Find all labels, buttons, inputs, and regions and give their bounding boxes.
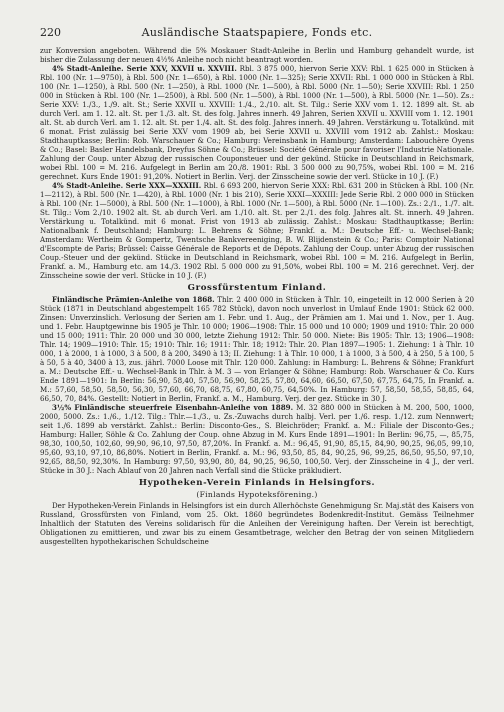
page-body [40, 46, 474, 546]
heading-stadt-anleihe-xxv: 4% Stadt-Anleihe. Serie XXV, XXVII u. XXVIII. [52, 64, 237, 73]
running-title: Ausländische Staatspapiere, Fonds etc. [141, 26, 373, 39]
paragraph-eisenbahn-anleihe [40, 403, 474, 475]
heading-praemien-anleihe: Finländische Prämien-Anleihe von 1868. [52, 295, 215, 304]
heading-stadt-anleihe-xxx: 4% Stadt-Anleihe. Serie XXX—XXXIII. [52, 181, 202, 190]
paragraph-praemien-anleihe [40, 295, 474, 403]
paragraph-stadt-anleihe-xxv [40, 64, 474, 181]
section-subtitle-hypotheken-verein: (Finlands Hypoteksförening.) [196, 490, 318, 499]
paragraph-hypotheken-verein: Der Hypotheken-Verein Finlands in Helsingfors ist ein durch Allerhöchste Genehmigung Sr. Maj.stät des Kaisers von Russland, Grossfürsten von Finland, vom 25. Okt. 1860 begründetes Bodenkredit-Institut. Gemäss Teilnehmer Inhaltlich der Statuten des Vereins solidarisch für die Anleihen der Vereinigung haften. Der Verein ist berechtigt, Obligationen zu emittieren, und zwar bis zu einem Gesamtbetrage, welcher den Betrag der von seinen Mitgliedern ausgestellten hypothekarischen Schuldscheine [40, 500, 474, 546]
text-praemien-anleihe: Thlr. 2 400 000 in Stücken à Thlr. 10, eingeteilt in 12 000 Serien à 20 Stück (1871 in Deutschland abgestempelt 165 782 Stück), davon noch unverlost in Umlauf Ende 1901: Stück 62 000. Zinsen: Unverzinslich. Verlosung der Serien am 1. Febr. und 1. Aug., der Prämien am 1. Mai und 1. Nov., per 1. Aug. und 1. Febr. Hauptgewinne bis 1905 je Thlr. 10 000; 1906—1908: Thlr. 15 000 und 10 000; 1909 und 1910: Thlr. 20 000 und 15 000; 1911: Thlr. 20 000 und 30 000, letzte Ziehung 1912: Thlr. 50 000. Niete: Bis 1905: Thlr. 13; 1906—1908: Thlr. 14; 1909—1910: Thlr. 15; 1910: Thlr. 16; 1911: Thlr. 18; 1912: Thlr. 20. Plan 1897—1905: 1. Ziehung: 1 à Thlr. 10 000, 1 à 2000, 1 à 1000, 3 à 500, 8 à 200, 3490 à 13; II. Ziehung: 1 à Thlr. 10 000, 1 à 1000, 3 à 500, 4 à 250, 5 à 100, 5 à 50, 5 à 40, 3400 à 13, zus. jährl. 7000 Loose mit Thlr. 120 000. Zahlung: in Hamburg: L. Behrens & Söhne; Frankfurt a. M.: Deutsche Eff.- u. Wechsel-Bank in Thlr. à M. 3 — von Erlanger & Söhne; Hamburg: Rob. Warschauer & Co. Kurs Ende 1891—1901: In Berlin: 56,90, 58,40, 57,50, 56,90, 58,25, 57,80, 64,60, 66,50, 67,50, 67,75, 64,75, In Frankf. a. M.: 57,60, 58,50, 58,50, 56,30, 57,60, 66,70, 68,75, 67,80, 60,75, 64,50%. In Hamburg: 57, 58,50, 58,55, 58,85, 64, 66,50, 70, 84%. Gestellt: Notiert in Berlin, Frankf. a. M., Hamburg. Verj. der gez. Stücke in 30 J. [40, 295, 474, 403]
page-number: 220 [40, 26, 61, 39]
paragraph-moscow-conversion: zur Konversion angeboten. Während die 5% Moskauer Stadt-Anleihe in Berlin und Hamburg gehandelt wurde, ist bisher die Zulassung der neuen 4½% Anleihe noch nicht beantragt worden. [40, 46, 474, 64]
page-header [40, 26, 474, 40]
section-title-finland: Grossfürstentum Finland. [187, 283, 327, 293]
text-eisenbahn-anleihe: M. 32 880 000 in Stücken à M. 200, 500, 1000, 2000, 5000. Zs.: 1./6., 1./12. Tilg.: Thlr.—1./3., u. Zs.-Zuwachs durch halbj. Verl. per 1./6. resp. 1./12. zum Nennwert; seit 1./6. 1899 ab verstärkt. Zahlst.: Berlin: Disconto-Ges., S. Bleichröder; Frankf. a. M.: Filiale der Disconto-Ges.; Hamburg: Haller, Söhle & Co. Zahlung der Coup. ohne Abzug in M. Kurs Ende 1891—1901: In Berlin: 96,75, —, 85,75, 98,30, 100,50, 102,60, 99,90, 96,10, 97,50, 87,20%. In Frankf. a. M.: 96,45, 91,90, 85,15, 84,90, 90,25, 96,05, 99,10, 95,60, 93,10, 97,10, 86,80%. Notiert in Berlin, Frankf. a. M.: 96, 93,50, 85, 84, 90,25, 96, 99,25, 86,50, 95,50, 97,10, 92,65, 88,50, 92,30%. In Hamburg: 97,50, 93,90, 80, 84, 90,25, 96,50, 100,50. Verj. der Zinsscheine in 4 J., der verl. Stücke in 30 J.: Nach Ablauf von 20 Jahren nach Verfall sind die Stücke präkludiert. [40, 403, 474, 475]
paragraph-stadt-anleihe-xxx [40, 181, 474, 280]
text-stadt-anleihe-xxx: Rbl. 6 693 200, hiervon Serie XXX: Rbl. 631 200 in Stücken à Rbl. 100 (Nr. 1—2112), à Rbl. 500 (Nr. 1—420), à Rbl. 1000 (Nr. 1 bis 210), Serie XXXI—XXXIII: Jede Serie Rbl. 2 000 000 in Stücken à Rbl. 100 (Nr. 1—5000), à Rbl. 500 (Nr. 1—1000), à Rbl. 1000 (Nr. 1—500), à Rbl. 5000 (Nr. 1—100). Zs.: 2./1., 1./7. alt. St. Tilg.: Vom 2./10. 1902 alt. St. ab durch Verl. am 1./10. alt. St. per 2./1. des folg. Jahres alt. St. innerh. 49 Jahren. Verstärkung u. Totalkünd. mit 6 monat. Frist von 1913 ab zulässig. Zahlst.: Moskau: Stadthauptkasse; Berlin: Nationalbank f. Deutschland; Hamburg: L. Behrens & Söhne; Frankf. a. M.: Deutsche Eff.- u. Wechsel-Bank; Amsterdam: Wertheim & Gompertz, Twentsche Bankvereeniging, B. W. Blijdenstein & Co.; Paris: Comptoir National d'Escompte de Paris; Brüssel: Caisse Générale de Reports et de Dépots. Zahlung der Coup. unter Abzug der russischen Coup.-Steuer und der gekünd. Stücke in Deutschland in Reichsmark, wobei Rbl. 100 = M. 216. Aufgelegt in Berlin, Frankf. a. M., Hamburg etc. am 14./3. 1902 Rbl. 5 000 000 zu 91,50%, wobei Rbl. 100 = M. 216 gerechnet. Verj. der Zinsscheine sowie der verl. Stücke in 10 J. (F.) [40, 181, 474, 280]
section-title-hypotheken-verein: Hypotheken-Verein Finlands in Helsingfors. [138, 478, 376, 488]
text-stadt-anleihe-xxv: Rbl. 3 875 000, hiervon Serie XXV: Rbl. 1 625 000 in Stücken à Rbl. 100 (Nr. 1—9750), à Rbl. 500 (Nr. 1—650), à Rbl. 1000 (Nr. 1—325); Serie XXVII: Rbl. 1 000 000 in Stücken à Rbl. 100 (Nr. 1—1250), à Rbl. 500 (Nr. 1—250), à Rbl. 1000 (Nr. 1—500), à Rbl. 5000 (Nr. 1—50); Serie XXVIII: Rbl. 1 250 000 in Stücken à Rbl. 100 (Nr. 1—2500), à Rbl. 500 (Nr. 1—500), à Rbl. 1000 (Nr. 1—500), à Rbl. 5000 (Nr. 1—50). Zs.: Serie XXV: 1./3., 1./9. alt. St.; Serie XXVII u. XXVIII: 1./4., 2./10. alt. St. Tilg.: Serie XXV vom 1. 12. 1899 alt. St. ab durch Verl. am 1. 12. alt. St. per 1./3. alt. St. des folg. Jahres innerh. 49 Jahren, Serien XXVII u. XXVIII vom 1. 12. 1901 alt. St. ab durch Verl. am 1. 12. alt. St. per 1./4. alt. St. des folg. Jahres innerh. 49 Jahren. Verstärkung u. Totalkünd. mit 6 monat. Frist zulässig bei Serie XXV vom 1909 ab, bei Serie XXVII u. XXVIII vom 1912 ab. Zahlst.: Moskau: Stadthauptkasse; Berlin: Rob. Warschauer & Co.; Hamburg: Vereinsbank in Hamburg; Amsterdam: Labouchère Oyens & Co.; Basel: Basler Handelsbank, Dreyfus Söhne & Co.; Brüssel: Société Générale pour favoriser l'Industrie Nationale. Zahlung der Coup. unter Abzug der russischen Couponsteuer und der gekünd. Stücke in Deutschland in Reichsmark, wobei Rbl. 100 = M. 216. Aufgelegt in Berlin am 20./8. 1901: Rbl. 3 500 000 zu 90,75%, wobei Rbl. 100 = M. 216 gerechnet. Kurs Ende 1901: 91,20%. Notiert in Berlin. Verj. der Zinsscheine sowie der verl. Stücke in 10 J. (F.) [40, 64, 474, 181]
heading-eisenbahn-anleihe: 3½% Finländische steuerfreie Eisenbahn-Anleihe von 1889. [52, 403, 294, 412]
